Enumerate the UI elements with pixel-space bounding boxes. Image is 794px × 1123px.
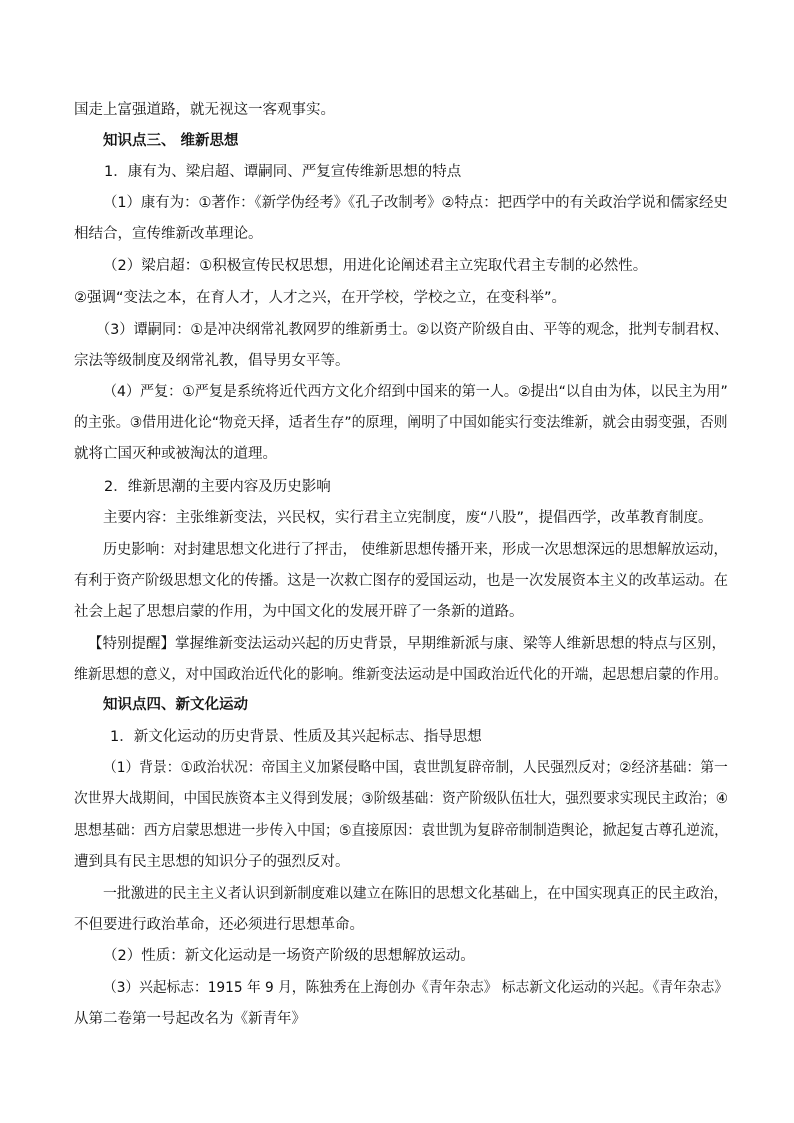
text-line: （2）性质：新文化运动是一场资产阶级的思想解放运动。 [103, 948, 475, 964]
subsection-heading: 2．维新思潮的主要内容及历史影响 [104, 479, 331, 495]
text-line: 就将亡国灭种或被淘汰的道理。 [74, 446, 277, 462]
text-line: 次世界大战期间，中国民族资本主义得到发展；③阶级基础：资产阶级队伍壮大，强烈要求实现民主政治；④ [74, 791, 728, 807]
text-line: （3）兴起标志：1915 年 9 月，陈独秀在上海创办《青年杂志》 标志新文化运动的兴起。《青年杂志》 [103, 980, 729, 996]
text-line: 遭到具有民主思想的知识分子的强烈反对。 [74, 854, 350, 870]
text-line: ②强调“变法之本，在育人才，人才之兴，在开学校，学校之立，在变科举”。 [74, 290, 567, 306]
text-line: （4）严复：①严复是系统将近代西方文化介绍到中国来的第一人。②提出“以自由为体，以民主为用” [103, 384, 728, 400]
section-heading: 知识点四、新文化运动 [103, 697, 248, 713]
text-line: 主要内容：主张维新变法，兴民权，实行君主立宪制度，废“八股”，提倡西学，改革教育制度。 [103, 510, 713, 526]
text-line: （1）背景：①政治状况：帝国主义加紧侵略中国，袁世凯复辟帝制，人民强烈反对；②经济基础：第一 [103, 760, 728, 776]
text-line: 历史影响：对封建思想文化进行了抨击， 使维新思想传播开来，形成一次思想深远的思想解放运动， [103, 542, 728, 558]
text-line: 思想基础：西方启蒙思想进一步传入中国；⑤直接原因：袁世凯为复辟帝制制造舆论，掀起复古尊孔逆流， [74, 823, 729, 839]
text-line: 社会上起了思想启蒙的作用，为中国文化的发展开辟了一条新的道路。 [74, 604, 524, 620]
text-line: 不但要进行政治革命，还必须进行思想革命。 [74, 917, 364, 933]
text-line: 国走上富强道路，就无视这一客观事实。 [74, 102, 335, 118]
text-line: （2）梁启超：①积极宣传民权思想，用进化论阐述君主立宪取代君主专制的必然性。 [103, 258, 648, 274]
text-line: 的主张。③借用进化论“物竞天择，适者生存”的原理，阐明了中国如能实行变法维新，就会由弱变强，否则 [74, 415, 728, 431]
text-line: （1）康有为：①著作：《新学伪经考》《孔子改制考》②特点：把西学中的有关政治学说和儒家经史 [103, 195, 728, 211]
text-line: 有利于资产阶级思想文化的传播。这是一次救亡图存的爱国运动，也是一次发展资本主义的改革运动。在 [74, 573, 728, 589]
text-line: 一批激进的民主主义者认识到新制度难以建立在陈旧的思想文化基础上，在中国实现真正的民主政治， [103, 886, 728, 902]
text-line: 从第二卷第一号起改名为《新青年》 [74, 1011, 306, 1027]
subsection-heading: 1．康有为、梁启超、谭嗣同、严复宣传维新思想的特点 [104, 164, 462, 180]
subsection-heading: 1．新文化运动的历史背景、性质及其兴起标志、指导思想 [110, 729, 482, 745]
text-line: 相结合，宣传维新改革理论。 [74, 226, 263, 242]
text-line: 宗法等级制度及纲常礼教，倡导男女平等。 [74, 353, 350, 369]
text-line: 【特别提醒】掌握维新变法运动兴起的历史背景，早期维新派与康、梁等人维新思想的特点与区别， [88, 636, 726, 652]
text-line: 维新思想的意义，对中国政治近代化的影响。维新变法运动是中国政治近代化的开端，起思想启蒙的作用。 [74, 667, 728, 683]
text-line: （3）谭嗣同：①是冲决纲常礼教网罗的维新勇士。②以资产阶级自由、平等的观念，批判专制君权、 [96, 322, 729, 338]
section-heading: 知识点三、 维新思想 [103, 133, 239, 149]
